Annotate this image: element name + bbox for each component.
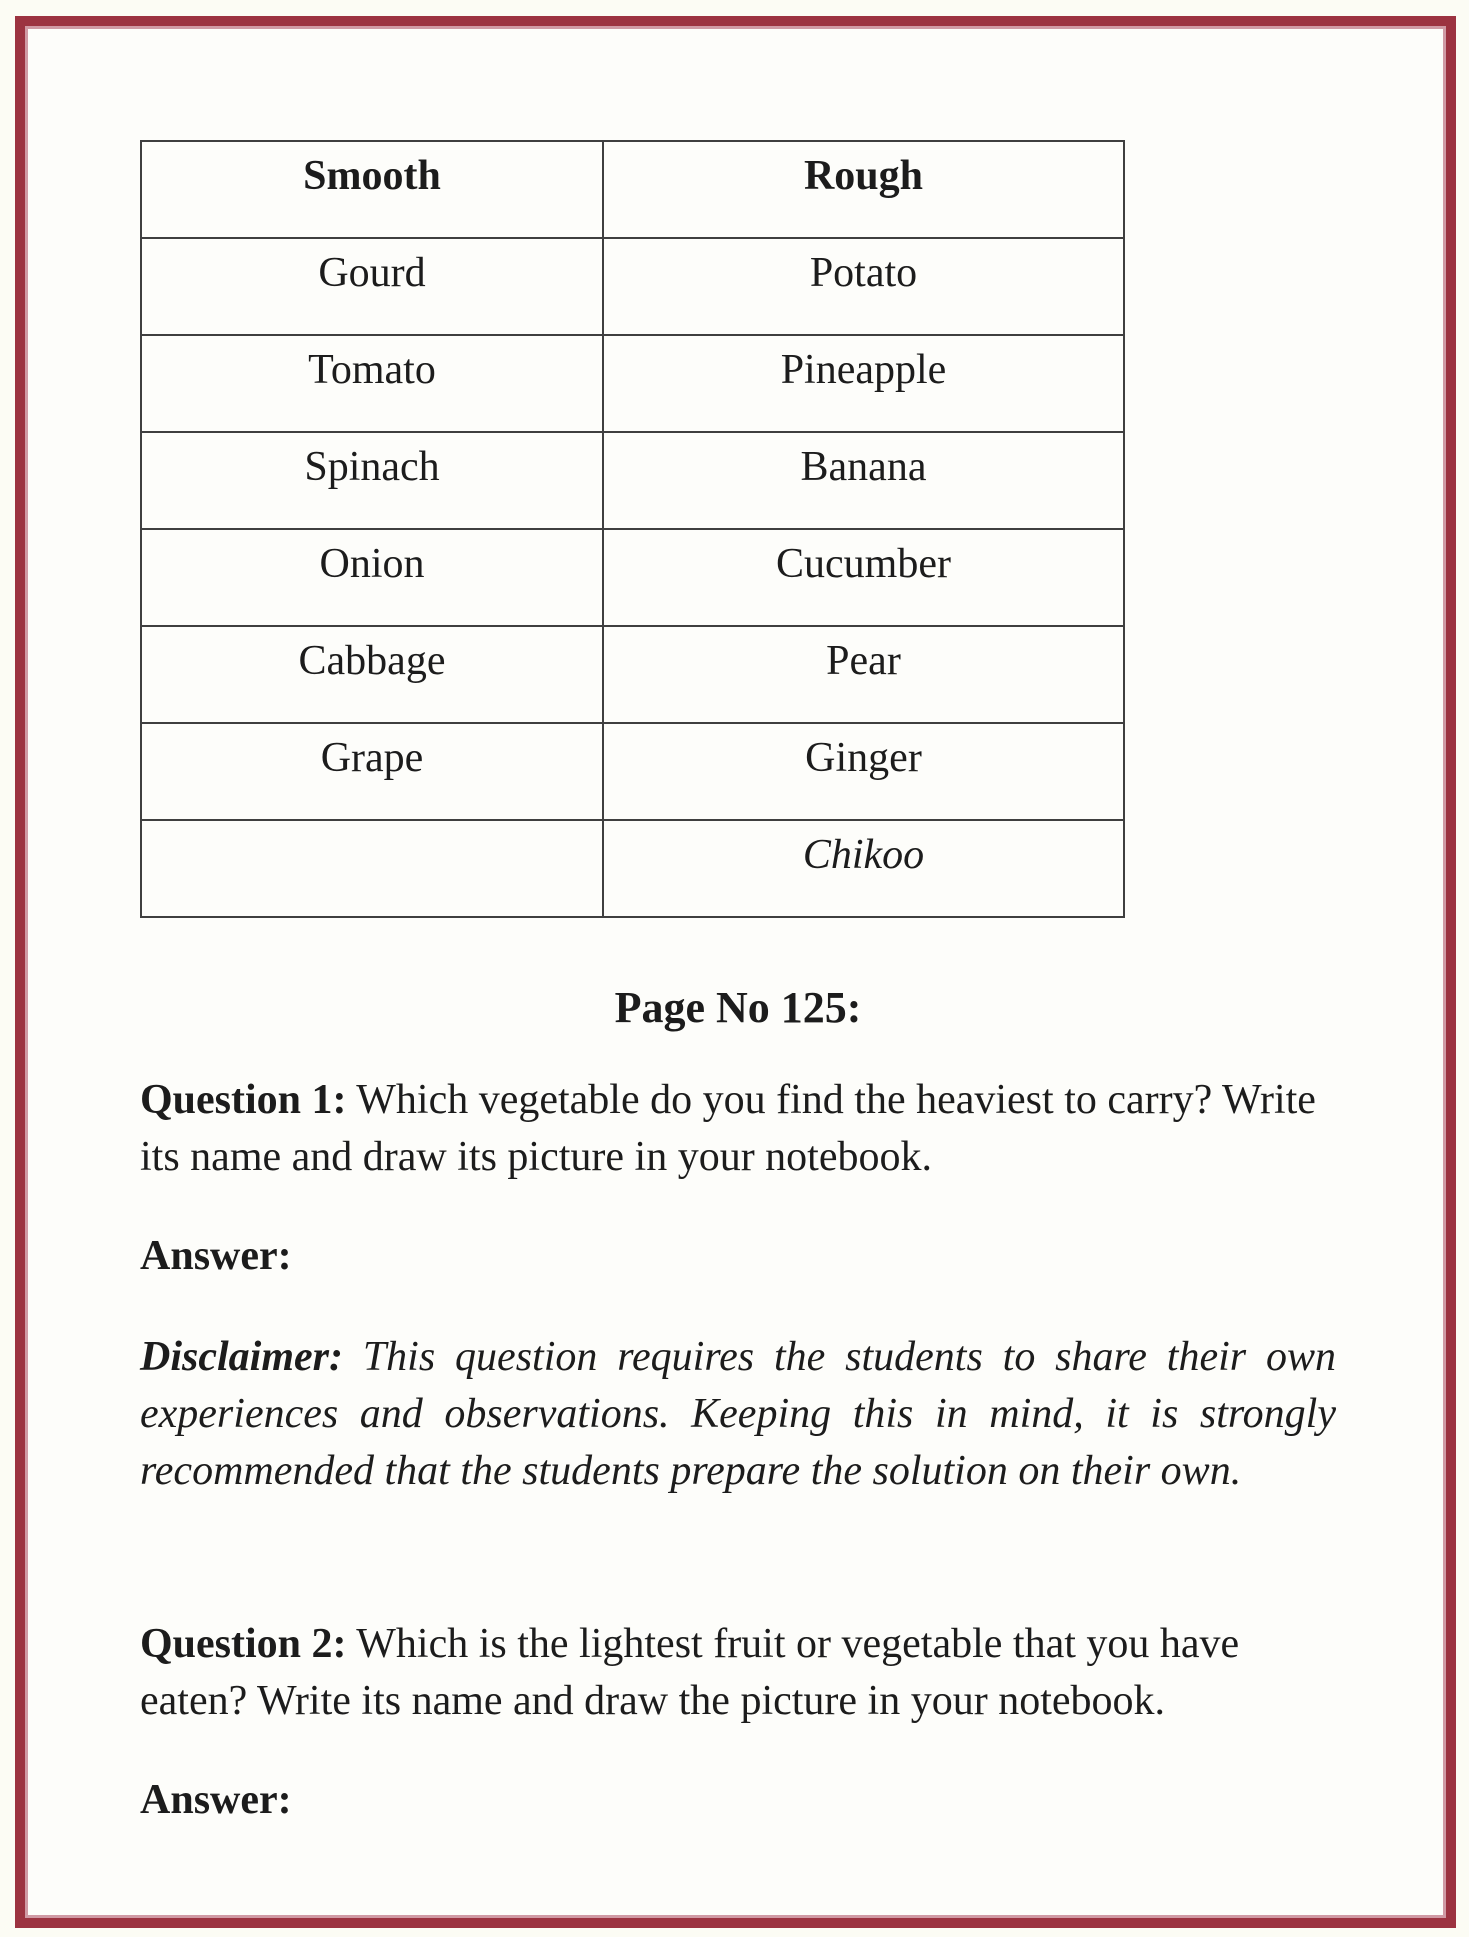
table-cell-smooth-5: Cabbage (141, 626, 603, 723)
table-cell-smooth-7-empty (141, 820, 603, 917)
table-row (141, 432, 1124, 529)
table-row (141, 529, 1124, 626)
table-cell-smooth-1: Gourd (141, 238, 603, 335)
table-header-row (141, 141, 1124, 238)
table-cell-smooth-3: Spinach (141, 432, 603, 529)
page-border-frame (15, 16, 1456, 1928)
document-body (140, 29, 1336, 1915)
table-cell-rough-2: Pineapple (603, 335, 1124, 432)
table-cell-smooth-2: Tomato (141, 335, 603, 432)
table-header-smooth: Smooth (141, 141, 603, 238)
table-row (141, 238, 1124, 335)
answer-1-label: Answer: (140, 1233, 292, 1279)
question-2-paragraph (140, 1616, 1336, 1730)
table-cell-rough-3: Banana (603, 432, 1124, 529)
page-number-heading: Page No 125: (614, 983, 862, 1032)
table-row (141, 723, 1124, 820)
table-cell-rough-4: Cucumber (603, 529, 1124, 626)
question-1-label: Question 1: (140, 1077, 347, 1123)
table-cell-rough-6: Ginger (603, 723, 1124, 820)
question-2-text: Which is the lightest fruit or vegetable that you have eaten? Write its name and draw the picture in your notebook. (140, 1621, 1240, 1724)
question-1-text: Which vegetable do you find the heaviest to carry? Write its name and draw its picture in your notebook. (140, 1077, 1316, 1180)
table-cell-rough-7: Chikoo (603, 820, 1124, 917)
table-row (141, 820, 1124, 917)
smooth-rough-table (140, 140, 1125, 918)
table-cell-rough-1: Potato (603, 238, 1124, 335)
answer-2-label: Answer: (140, 1777, 292, 1823)
disclaimer-label: Disclaimer: (140, 1334, 343, 1380)
page-content-area (25, 26, 1446, 1918)
question-1-paragraph (140, 1072, 1336, 1186)
disclaimer-paragraph (140, 1329, 1336, 1500)
disclaimer-text: This question requires the students to share their own experiences and observations. Keeping this in mind, it is strongly recommended that the students prepare the solution on their own. (140, 1334, 1336, 1494)
table-cell-rough-5: Pear (603, 626, 1124, 723)
table-row (141, 626, 1124, 723)
table-header-rough: Rough (603, 141, 1124, 238)
table-row (141, 335, 1124, 432)
table-cell-smooth-6: Grape (141, 723, 603, 820)
table-cell-smooth-4: Onion (141, 529, 603, 626)
question-2-label: Question 2: (140, 1621, 347, 1667)
